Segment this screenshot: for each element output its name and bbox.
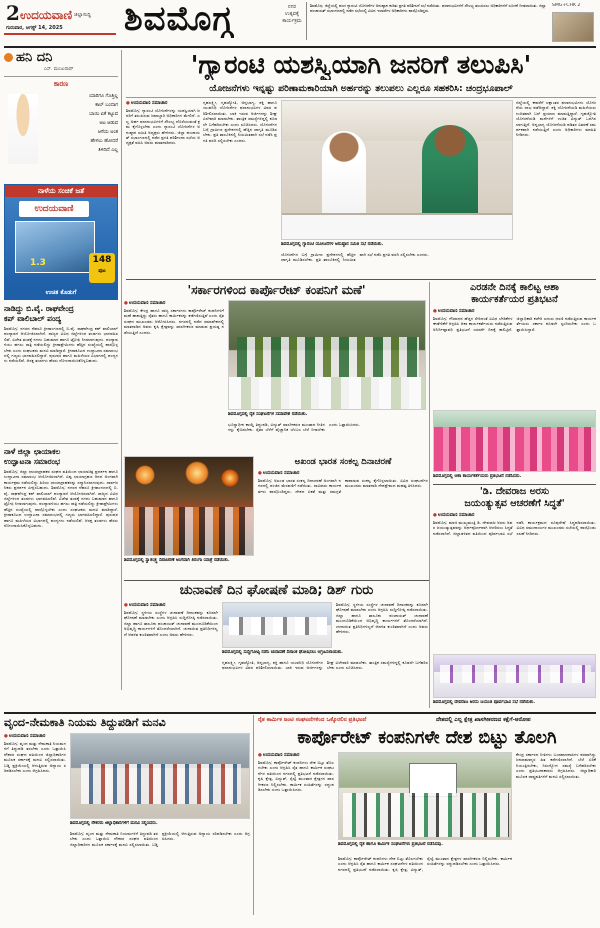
lead-col-1: ●ಉದಯವಾಣಿ ಸಮಾಚಾರ ಶಿವಮೊಗ್ಗ: ಗ್ಯಾರಂಟಿ ಯೋಜನೆಗಳನ್ನು ಯಶಸ್ವಿಯಾಗಿ ಜನರಿಗೆ ತಲುಪಿಸುವ ಜವಾಬ್ದಾರಿ ಅಧಿಕಾರಿಗಳ ಮೇಲಿದೆ. ಎಲ್ಲ ಅರ್ಹ ಫಲಾನುಭವಿಗಳಿಗೆ ಸೌಲಭ್ಯ ದೊರೆಯುವಂತೆ ಕ್ರಮ ಕೈಗೊಳ್ಳಬೇಕು ಎಂದು ಗ್ಯಾರಂಟಿ ಯೋಜನೆಗಳ ಅನುಷ್ಠಾನ ಸಮಿತಿ ಅಧ್ಯಕ್ಷರು ಹೇಳಿದರು. ಜಿಲ್ಲಾ ಪಂಚಾಯತ್ ಸಭಾಂಗಣದಲ್ಲಿ ನಡೆದ ಪ್ರಗತಿ ಪರಿಶೀಲನಾ ಸಭೆಯ ಅಧ್ಯಕ್ಷತೆ ವಹಿಸಿ ಅವರು ಮಾತನಾಡಿದರು. (126, 100, 200, 276)
hani-dani-heading: ಕಾರಣ (53, 80, 69, 88)
recruitment-headline: ವೃಂದ-ನೇಮಕಾತಿ ನಿಯಮ ತಿದ್ದುಪಡಿಗೆ ಮನವಿ (4, 716, 166, 729)
hani-dani-title: ಹನಿ ದನಿ (16, 50, 53, 65)
promo-price: 1.3 (30, 258, 46, 268)
lead-col-3: ಯೋಜನೆಗಳ ಬಗ್ಗೆ ಗ್ರಾಮೀಣ ಪ್ರದೇಶಗಳಲ್ಲಿ ಹೆಚ್ಚಿನ ಜಾಗೃತಿ ಮೂಡಿಸಬೇಕು. ಪ್ರತಿ ತಾಲೂಕಿನಲ್ಲಿ ನಿಯಮಿತವಾಗಿ ಸಭೆ ನಡೆಸಿ ಪ್ರಗತಿ ವರದಿ ಸಲ್ಲಿಸಬೇಕು ಎಂದರು. (281, 252, 429, 263)
photo-exhibit-headline-2: ಉದ್ಘಾಟನಾ ಸಮಾರಂಭ (4, 457, 61, 466)
edition-label: ಜಿಲ್ಲಾಸುದ್ದಿ (74, 12, 91, 18)
devaraj-photo (433, 654, 596, 698)
corporate-photo (228, 300, 426, 410)
page-number: 2 (6, 2, 20, 24)
protest-right-col: ಕೇಂದ್ರ ಸರ್ಕಾರದ ನೀತಿಗಳು ಬಂಡವಾಳಶಾಹಿಗಳ ಪರವಾಗಿದ್ದು ಜನಸಾಮಾನ್ಯರ ಹಿತ ಕಡೆಗಣಿಸಲಾಗಿದೆ. ಬೆಲೆ ಏರಿಕೆ ನಿಯಂತ್ರಿಸಬೇಕು, ನಿರುದ್ಯೋಗ ಸಮಸ್ಯೆ ಬಗೆಹರಿಸಬೇಕು ಎಂದು ಪ್ರತಿಭಟನಾಕಾರರು ಆಗ್ರಹಿಸಿದರು. ಜಿಲ್ಲಾಧಿಕಾರಿ ಮೂಲಕ ರಾಷ್ಟ್ರಪತಿಗಳಿಗೆ ಮನವಿ ಸಲ್ಲಿಸಲಾಯಿತು. (516, 752, 596, 779)
election-col-2: ಶಿವಮೊಗ್ಗ: ಸ್ಥಳೀಯ ಸಂಸ್ಥೆಗಳ ಚುನಾವಣೆ ದಿನಾಂಕವನ್ನು ಕೂಡಲೇ ಘೋಷಣೆ ಮಾಡಬೇಕು ಎಂದು ಆಗ್ರಹಿಸಿ ಸುದ್ದಿಗೋಷ್ಠಿ ನಡೆಸಲಾಯಿತು. ಜಿಲ್ಲಾ ಹಾಗೂ ತಾಲೂಕು ಪಂಚಾಯತ್ ಚುನಾವಣೆ ಮುಂದೂಡಿಕೆಯಿಂದ ಅಭಿವೃದ್ಧಿ ಕಾರ್ಯಗಳಿಗೆ ತೊಂದರೆಯಾಗಿದೆ. ಚುನಾಯಿತ ಪ್ರತಿನಿಧಿಗಳಿಲ್ಲದೆ ಆಡಳಿತ ಕುಂಠಿತವಾಗಿದೆ ಎಂದು ಅವರು ಹೇಳಿದರು. (336, 602, 428, 635)
lead-right-col: ಜಿಲ್ಲೆಯಲ್ಲಿ ಈವರೆಗೆ ಲಕ್ಷಾಂತರ ಫಲಾನುಭವಿಗಳು ಯೋಜನೆಯ ಲಾಭ ಪಡೆದಿದ್ದಾರೆ. ಶಕ್ತಿ ಯೋಜನೆಯಡಿ ಮಹಿಳೆಯರು ಉಚಿತವಾಗಿ ಬಸ್ ಪ್ರಯಾಣ ಮಾಡುತ್ತಿದ್ದಾರೆ. ಗೃಹಜ್ಯೋತಿ ಯೋಜನೆಯಡಿ ಮನೆಗಳಿಗೆ ಉಚಿತ ವಿದ್ಯುತ್ ಒದಗಿಸಲಾಗುತ್ತಿದೆ. ಅನ್ನಭಾಗ್ಯ ಯೋಜನೆಯಡಿ ಪಡಿತರ ವಿತರಣೆ ಸಮರ್ಪಕವಾಗಿ ನಡೆಯುತ್ತಿದೆ ಎಂದು ಅಧಿಕಾರಿಗಳು ಮಾಹಿತಿ ನೀಡಿದರು. (516, 100, 596, 138)
protest-kicker-1: ರೈತ ಕಾರ್ಮಿಕ ಜಂಟಿ ಸಂಘಟನೆಗಳಿಂದ ಒಕ್ಕೊರಲಿನ ಪ್ರತಿಭಟನೆ (258, 717, 367, 723)
hani-dani-box (4, 50, 118, 180)
recruitment-col: ●ಉದಯವಾಣಿ ಸಮಾಚಾರ ಶಿವಮೊಗ್ಗ: ವೃಂದ ಮತ್ತು ನೇಮಕಾತಿ ನಿಯಮಗಳಿಗೆ ತಿದ್ದುಪಡಿ ತರಬೇಕು ಎಂದು ಒತ್ತಾಯಿಸಿ ನೌಕರರ ಸಂಘದ ವತಿಯಿಂದ ಜಿಲ್ಲಾಧಿಕಾರಿಗಳ ಮೂಲಕ ಸರ್ಕಾರಕ್ಕೆ ಮನವಿ ಸಲ್ಲಿಸಲಾಯಿತು. ಬಡ್ತಿ ಪ್ರಕ್ರಿಯೆಯಲ್ಲಿ ಆಗುತ್ತಿರುವ ಅನ್ಯಾಯ ಸರಿಪಡಿಸಬೇಕು ಎಂದು ಆಗ್ರಹಿಸಿದರು. (4, 734, 66, 774)
lead-col-2 (203, 100, 277, 276)
election-photo (222, 602, 332, 648)
person-figure-1 (322, 131, 366, 221)
volleyball-headline-1: ನಾಡಿದ್ದು ಬಿ.ವೈ. ರಾಘವೇಂದ್ರ (4, 304, 74, 313)
promo-cover (15, 221, 95, 273)
protest-kicker-2: ದೇಶದಲ್ಲಿ ಎಲ್ಲ ಕ್ಷೇತ್ರ ಖಾಸಗೀಕರಣದ ಕಕ್ಷೆಗೆ-ಆರೋಪ (436, 717, 531, 723)
election-photo-caption: ಶಿವಮೊಗ್ಗದಲ್ಲಿ ಸುದ್ದಿಗೋಷ್ಠಿ ನಡೆಸಿ ಚುನಾವಣೆ ದಿನಾಂಕ ಘೋಷಿಸಲು ಆಗ್ರಹಿಸಲಾಯಿತು. (222, 650, 343, 655)
hani-dani-figure (8, 94, 38, 164)
table (282, 213, 513, 240)
photo-exhibit-body: ಶಿವಮೊಗ್ಗ: ಜಿಲ್ಲಾ ಛಾಯಾಗ್ರಾಹಕರ ಸಂಘದ ವತಿಯಿಂದ ಛಾಯಾಚಿತ್ರ ಪ್ರದರ್ಶನ ಹಾಗೂ ಉದ್ಘಾಟನಾ ಸಮಾರಂಭ ಆಯೋಜಿಸಲಾಗಿದೆ. ವಿಶ್ವ ಛಾಯಾಗ್ರಹಣ ದಿನದ ಅಂಗವಾಗಿ ಕಾರ್ಯಕ್ರಮ ನಡೆಯಲಿದ್ದು ಹಿರಿಯ ಛಾಯಾಗ್ರಾಹಕರನ್ನು ಸನ್ಮಾನಿಸಲಾಗುವುದು. ಸಾರ್ವಜನಿಕರು ಪ್ರದರ್ಶನ ವೀಕ್ಷಿಸಬಹುದು. ಶಿವಮೊಗ್ಗ: ನಗರದ ನೆಹರೂ ಕ್ರೀಡಾಂಗಣದಲ್ಲಿ ಬಿ.ವೈ. ರಾಘವೇಂದ್ರ ಕಪ್ ವಾಲಿಬಾಲ್ ಪಂದ್ಯಾವಳಿ ಆಯೋಜಿಸಲಾಗಿದೆ. ರಾಜ್ಯದ ವಿವಿಧ ಜಿಲ್ಲೆಗಳಿಂದ ತಂಡಗಳು ಭಾಗವಹಿಸಲಿವೆ. ವಿಜೇತ ತಂಡಕ್ಕೆ ನಗದು ಬಹುಮಾನ ಹಾಗೂ ಟ್ರೋಫಿ ನೀಡಲಾಗುವುದು. ಪಂದ್ಯಾವಳಿಯು ಹಗಲು ರಾತ್ರಿ ನಡೆಯಲಿದ್ದು ಕ್ರೀಡಾಪ್ರೇಮಿಗಳು ಹೆಚ್ಚಿನ ಸಂಖ್ಯೆಯಲ್ಲಿ ಪಾಲ್ಗೊಳ್ಳಬೇಕು ಎಂದು ಸಂಘಟಕರು ಮನವಿ ಮಾಡಿದ್ದಾರೆ. ಕ್ರೀಡಾಕೂಟದ ಉದ್ಘಾಟನಾ ಸಮಾರಂಭದಲ್ಲಿ ಗಣ್ಯರು ಭಾಗವಹಿಸಲಿದ್ದಾರೆ. ಪುರುಷರ ಹಾಗೂ ಮಹಿಳೆಯರ ವಿಭಾಗದಲ್ಲಿ ಪಂದ್ಯಗಳು ನಡೆಯಲಿವೆ. ಆಸಕ್ತ ತಂಡಗಳು ಹೆಸರು ನೋಂದಾಯಿಸಿಕೊಳ್ಳಬಹುದು. (4, 469, 118, 529)
photo-exhibit-story (4, 447, 118, 687)
protest-headline: ಕಾರ್ಪೊರೇಟ್ ಕಂಪನಿಗಳೇ ದೇಶ ಬಿಟ್ಟು ತೊಲಗಿ (297, 728, 557, 748)
date-line: ಗುರುವಾರ, ಆಗಸ್ಟ್ 14, 2025 (6, 25, 63, 31)
recruitment-photo (70, 733, 250, 819)
volleyball-body: ಶಿವಮೊಗ್ಗ: ನಗರದ ನೆಹರೂ ಕ್ರೀಡಾಂಗಣದಲ್ಲಿ ಬಿ.ವೈ. ರಾಘವೇಂದ್ರ ಕಪ್ ವಾಲಿಬಾಲ್ ಪಂದ್ಯಾವಳಿ ಆಯೋಜಿಸಲಾಗಿದೆ. ರಾಜ್ಯದ ವಿವಿಧ ಜಿಲ್ಲೆಗಳಿಂದ ತಂಡಗಳು ಭಾಗವಹಿಸಲಿವೆ. ವಿಜೇತ ತಂಡಕ್ಕೆ ನಗದು ಬಹುಮಾನ ಹಾಗೂ ಟ್ರೋಫಿ ನೀಡಲಾಗುವುದು. ಪಂದ್ಯಾವಳಿಯು ಹಗಲು ರಾತ್ರಿ ನಡೆಯಲಿದ್ದು ಕ್ರೀಡಾಪ್ರೇಮಿಗಳು ಹೆಚ್ಚಿನ ಸಂಖ್ಯೆಯಲ್ಲಿ ಪಾಲ್ಗೊಳ್ಳಬೇಕು ಎಂದು ಸಂಘಟಕರು ಮನವಿ ಮಾಡಿದ್ದಾರೆ. ಕ್ರೀಡಾಕೂಟದ ಉದ್ಘಾಟನಾ ಸಮಾರಂಭದಲ್ಲಿ ಗಣ್ಯರು ಭಾಗವಹಿಸಲಿದ್ದಾರೆ. ಪುರುಷರ ಹಾಗೂ ಮಹಿಳೆಯರ ವಿಭಾಗದಲ್ಲಿ ಪಂದ್ಯಗಳು ನಡೆಯಲಿವೆ. ಆಸಕ್ತ ತಂಡಗಳು ಹೆಸರು ನೋಂದಾಯಿಸಿಕೊಳ್ಳಬಹುದು. (4, 326, 118, 364)
asha-photo-caption: ಶಿವಮೊಗ್ಗದಲ್ಲಿ ಆಶಾ ಕಾರ್ಯಕರ್ತೆಯರು ಪ್ರತಿಭಟನೆ ನಡೆಸಿದರು. (433, 474, 522, 479)
flower-icon (4, 53, 13, 62)
recruitment-col-2: ಶಿವಮೊಗ್ಗ: ವೃಂದ ಮತ್ತು ನೇಮಕಾತಿ ನಿಯಮಗಳಿಗೆ ತಿದ್ದುಪಡಿ ತರಬೇಕು ಎಂದು ಒತ್ತಾಯಿಸಿ ನೌಕರರ ಸಂಘದ ವತಿಯಿಂದ ಜಿಲ್ಲಾಧಿಕಾರಿಗಳ ಮೂಲಕ ಸರ್ಕಾರಕ್ಕೆ ಮನವಿ ಸಲ್ಲಿಸಲಾಯಿತು. ಬಡ್ತಿ ಪ್ರಕ್ರಿಯೆಯಲ್ಲಿ ಆಗುತ್ತಿರುವ ಅನ್ಯಾಯ ಸರಿಪಡಿಸಬೇಕು ಎಂದು ಆಗ್ರಹಿಸಿದರು. (70, 831, 250, 847)
election-col-3: ಗೃಹಲಕ್ಷ್ಮೀ, ಗೃಹಜ್ಯೋತಿ, ಅನ್ನಭಾಗ್ಯ, ಶಕ್ತಿ ಹಾಗೂ ಯುವನಿಧಿ ಯೋಜನೆಗಳ ಫಲಾನುಭವಿಗಳ ವಿವರ ಪರಿಶೀಲಿಸಲಾಯಿತು. ಬಾಕಿ ಇರುವ ಅರ್ಜಿಗಳನ್ನು ಶೀಘ್ರ ವಿಲೇವಾರಿ ಮಾಡಬೇಕು. ತಾಂತ್ರಿಕ ಸಮಸ್ಯೆಗಳಿದ್ದಲ್ಲಿ ಕೂಡಲೇ ಬಗೆಹರಿಸಬೇಕು ಎಂದು ಸೂಚಿಸಿದರು. (222, 660, 428, 671)
hani-dani-verse: ಯಾರಿಗೂ ಗೊತ್ತಿಲ್ಲ ಕಾಲ್ ಬಂದಾಗ ಬಾಯಿ ಏಕೆ ಕಟ್ಟುವ ಆಟ ಆಡುವ ಆಸೆಯ ಅಂತ ಹೇಳಲು ಹೋದರೆ ತಿಳಿದಿದೆ ಎಲ್ಲ (88, 94, 118, 153)
asha-col: ●ಉದಯವಾಣಿ ಸಮಾಚಾರ ಶಿವಮೊಗ್ಗ: ಗೌರವಧನ ಹೆಚ್ಚಳ ಸೇರಿದಂತೆ ವಿವಿಧ ಬೇಡಿಕೆಗಳ ಈಡೇರಿಕೆಗೆ ಆಗ್ರಹಿಸಿ ಆಶಾ ಕಾರ್ಯಕರ್ತೆಯರು ನಡೆಸುತ್ತಿರುವ ಅನಿರ್ದಿಷ್ಟಾವಧಿ ಪ್ರತಿಭಟನೆ ಎರಡನೇ ದಿನಕ್ಕೆ ಕಾಲಿಟ್ಟಿದೆ. ಜಿಲ್ಲಾಧಿಕಾರಿ ಕಚೇರಿ ಎದುರು ಧರಣಿ ನಡೆಸುತ್ತಿರುವ ಕಾರ್ಯಕರ್ತೆಯರು ಸರ್ಕಾರ ಕೂಡಲೇ ಸ್ಪಂದಿಸಬೇಕು ಎಂದು ಒತ್ತಾಯಿಸಿದ್ದಾರೆ. (433, 309, 596, 332)
lead-photo (281, 100, 513, 240)
lead-body-1: ಶಿವಮೊಗ್ಗ: ಗ್ಯಾರಂಟಿ ಯೋಜನೆಗಳನ್ನು ಯಶಸ್ವಿಯಾಗಿ ಜನರಿಗೆ ತಲುಪಿಸುವ ಜವಾಬ್ದಾರಿ ಅಧಿಕಾರಿಗಳ ಮೇಲಿದೆ. ಎಲ್ಲ ಅರ್ಹ ಫಲಾನುಭವಿಗಳಿಗೆ ಸೌಲಭ್ಯ ದೊರೆಯುವಂತೆ ಕ್ರಮ ಕೈಗೊಳ್ಳಬೇಕು ಎಂದು ಗ್ಯಾರಂಟಿ ಯೋಜನೆಗಳ ಅನುಷ್ಠಾನ ಸಮಿತಿ ಅಧ್ಯಕ್ಷರು ಹೇಳಿದರು. ಜಿಲ್ಲಾ ಪಂಚಾಯತ್ ಸಭಾಂಗಣದಲ್ಲಿ ನಡೆದ ಪ್ರಗತಿ ಪರಿಶೀಲನಾ ಸಭೆಯ ಅಧ್ಯಕ್ಷತೆ ವಹಿಸಿ ಅವರು ಮಾತನಾಡಿದರು. (126, 108, 200, 146)
devaraj-photo-caption: ಶಿವಮೊಗ್ಗದಲ್ಲಿ ದೇವರಾಜ ಅರಸು ಜಯಂತಿ ಪೂರ್ವಭಾವಿ ಸಭೆ ನಡೆಯಿತು. (433, 700, 535, 705)
promo-badge: 148 ಪುಟ (89, 253, 115, 283)
asha-headline: ಎರಡನೇ ದಿನಕ್ಕೆ ಕಾಲಿಟ್ಟ ಆಶಾ ಕಾರ್ಯಕರ್ತೆಯರ ಪ್ರತಿಭಟನೆ (470, 282, 559, 305)
promo-paper: ಉದಯವಾಣಿ (19, 201, 89, 217)
corporate-col-1: ●ಉದಯವಾಣಿ ಸಮಾಚಾರ ಶಿವಮೊಗ್ಗ: ಕೇಂದ್ರ ಹಾಗೂ ರಾಜ್ಯ ಸರ್ಕಾರಗಳು ಕಾರ್ಪೊರೇಟ್ ಕಂಪನಿಗಳಿಗೆ ಮಣೆ ಹಾಕುತ್ತಿದ್ದು ರೈತರು ಹಾಗೂ ಕಾರ್ಮಿಕರನ್ನು ಕಡೆಗಣಿಸುತ್ತಿವೆ ಎಂದು ರೈತ ಸಂಘದ ಮುಖಂಡರು ಆರೋಪಿಸಿದರು. ನಗರದಲ್ಲಿ ನಡೆದ ಸಮಾವೇಶದಲ್ಲಿ ಮಾತನಾಡಿದ ಅವರು ಕೃಷಿ ಕ್ಷೇತ್ರವನ್ನು ಖಾಸಗೀಕರಣ ಮಾಡುವ ಪ್ರಯತ್ನ ನಡೆಯುತ್ತಿದೆ ಎಂದರು. (124, 301, 224, 335)
protest-col-2: ಶಿವಮೊಗ್ಗ: ಕಾರ್ಪೊರೇಟ್ ಕಂಪನಿಗಳು ದೇಶ ಬಿಟ್ಟು ತೊಲಗಬೇಕು ಎಂದು ಆಗ್ರಹಿಸಿ ರೈತ ಹಾಗೂ ಕಾರ್ಮಿಕ ಸಂಘಟನೆಗಳ ವತಿಯಿಂದ ನಗರದಲ್ಲಿ ಪ್ರತಿಭಟನೆ ನಡೆಸಲಾಯಿತು. ಕೃಷಿ ಕ್ಷೇತ್ರ, ವಿದ್ಯುತ್, ರೈಲ್ವೆ ಮುಂತಾದ ಕ್ಷೇತ್ರಗಳ ಖಾಸಗೀಕರಣ ನಿಲ್ಲಿಸಬೇಕು. ಕಾರ್ಮಿಕ ಸಂಹಿತೆಗಳನ್ನು ರದ್ದುಪಡಿಸಬೇಕು ಎಂದು ಒತ್ತಾಯಿಸಿದರು. (338, 856, 512, 872)
corporate-headline: 'ಸರ್ಕಾರಗಳಿಂದ ಕಾರ್ಪೊರೇಟ್ ಕಂಪನಿಗೆ ಮಣೆ' (187, 283, 366, 297)
lead-photo-caption: ಶಿವಮೊಗ್ಗದಲ್ಲಿ ಗ್ಯಾರಂಟಿ ಯೋಜನೆಗಳ ಅನುಷ್ಠಾನ ಸಮಿತಿ ಸಭೆ ನಡೆಯಿತು. (281, 242, 384, 247)
registration-marks-left (90, 917, 170, 925)
paper-name: ಉದಯವಾಣಿ (20, 8, 73, 22)
volleyball-story (4, 304, 118, 440)
procession-photo (124, 456, 254, 556)
akhanda-col: ●ಉದಯವಾಣಿ ಸಮಾಚಾರ ಶಿವಮೊಗ್ಗ: ಅಖಂಡ ಭಾರತ ಸಂಕಲ್ಪ ದಿನಾಚರಣೆ ಅಂಗವಾಗಿ ನಗರದಲ್ಲಿ ಪಂಜಿನ ಮೆರವಣಿಗೆ ನಡೆಯಿತು. ಸಾವಿರಾರು ಕಾರ್ಯಕರ್ತರು ಪಾಲ್ಗೊಂಡಿದ್ದರು. ದೇಶದ ಏಕತೆ ಮತ್ತು ಸಮಗ್ರತೆ ಕಾಪಾಡುವ ಸಂಕಲ್ಪ ಕೈಗೊಳ್ಳಲಾಯಿತು. ವಿವಿಧ ಸಂಘಟನೆಗಳ ಮುಖಂಡರು ಮಾತನಾಡಿ ದೇಶಪ್ರೇಮದ ಮಹತ್ವ ತಿಳಿಸಿದರು. (258, 471, 428, 494)
top-brief: ಶಿವಮೊಗ್ಗ: ಜಿಲ್ಲೆಯಲ್ಲಿ ಪಂಚ ಗ್ಯಾರಂಟಿ ಯೋಜನೆಗಳ ಅನುಷ್ಠಾನ ಕುರಿತು ಪ್ರಗತಿ ಪರಿಶೀಲನೆ ಸಭೆ ನಡೆಯಿತು. ಫಲಾನುಭವಿಗಳಿಗೆ ಸೌಲಭ್ಯ ತಲುಪಿಸಲು ಅಧಿಕಾರಿಗಳಿಗೆ ಸೂಚನೆ ನೀಡಲಾಯಿತು. ಜಿಲ್ಲಾ ಪಂಚಾಯತ್ ಸಭಾಂಗಣದಲ್ಲಿ ನಡೆದ ಸಭೆಯಲ್ಲಿ ವಿವಿಧ ಇಲಾಖೆಗಳ ಅಧಿಕಾರಿಗಳು ಪಾಲ್ಗೊಂಡಿದ್ದರು. (310, 4, 546, 13)
city-title: ಶಿವಮೊಗ್ಗ (124, 0, 234, 38)
asha-photo (433, 410, 596, 472)
promo-title: ನಾಳೆಯ ಸಂಚಿಕೆ ಜತೆ (5, 185, 117, 197)
promo-box (4, 184, 118, 300)
akhanda-headline: ಅಖಂಡ ಭಾರತ ಸಂಕಲ್ಪ ದಿನಾಚರಣೆ (294, 457, 392, 467)
tagline: ನಗರ ಉತ್ಸವಕ್ಕೆ ಕಾರ್ಯಕ್ರಮ (282, 4, 302, 24)
protest-photo-caption: ಶಿವಮೊಗ್ಗದಲ್ಲಿ ರೈತ ಹಾಗೂ ಕಾರ್ಮಿಕ ಸಂಘಟನೆಗಳು ಪ್ರತಿಭಟನೆ ನಡೆಸಿದವು. (338, 842, 443, 847)
volleyball-headline-2: ಕಪ್ ವಾಲಿಬಾಲ್ ಪಂದ್ಯ (4, 314, 62, 323)
hani-dani-author: ಎಸ್. ಮಂಜುನಾಥ್ (44, 67, 74, 72)
election-headline: ಚುನಾವಣೆ ದಿನ ಘೋಷಣೆ ಮಾಡಿ; ಡಿಶ್ ಗುರು (179, 583, 374, 598)
top-brief-thumb (552, 12, 594, 42)
lead-byline: ಉದಯವಾಣಿ ಸಮಾಚಾರ (130, 101, 168, 106)
corporate-photo-caption: ಶಿವಮೊಗ್ಗದಲ್ಲಿ ರೈತ ಸಂಘಟನೆಗಳ ಸಮಾವೇಶ ನಡೆಯಿತು. (228, 412, 308, 417)
protest-photo (338, 752, 512, 840)
procession-photo-caption: ಶಿವಮೊಗ್ಗದಲ್ಲಿ ಸ್ವಾತಂತ್ರ್ಯ ದಿನಾಚರಣೆ ಅಂಗವಾಗಿ ತಿರಂಗಾ ಯಾತ್ರೆ ನಡೆಯಿತು. (124, 558, 230, 563)
masthead (0, 0, 600, 46)
devaraj-headline: 'ಡಿ. ದೇವರಾಜ ಅರಸು ಜಯಂತ್ಯುತ್ಸವ ಆಚರಣೆಗೆ ಸಿದ್ಧತೆ' (464, 486, 565, 509)
promo-footer: ಉಚಿತ ಕೊಡುಗೆ (5, 287, 117, 299)
edition-code: SMG+CHK 2 (552, 3, 581, 8)
registration-marks-right (420, 917, 500, 925)
protest-col-1: ●ಉದಯವಾಣಿ ಸಮಾಚಾರ ಶಿವಮೊಗ್ಗ: ಕಾರ್ಪೊರೇಟ್ ಕಂಪನಿಗಳು ದೇಶ ಬಿಟ್ಟು ತೊಲಗಬೇಕು ಎಂದು ಆಗ್ರಹಿಸಿ ರೈತ ಹಾಗೂ ಕಾರ್ಮಿಕ ಸಂಘಟನೆಗಳ ವತಿಯಿಂದ ನಗರದಲ್ಲಿ ಪ್ರತಿಭಟನೆ ನಡೆಸಲಾಯಿತು. ಕೃಷಿ ಕ್ಷೇತ್ರ, ವಿದ್ಯುತ್, ರೈಲ್ವೆ ಮುಂತಾದ ಕ್ಷೇತ್ರಗಳ ಖಾಸಗೀಕರಣ ನಿಲ್ಲಿಸಬೇಕು. ಕಾರ್ಮಿಕ ಸಂಹಿತೆಗಳನ್ನು ರದ್ದುಪಡಿಸಬೇಕು ಎಂದು ಒತ್ತಾಯಿಸಿದರು. (258, 753, 334, 793)
lead-headline: 'ಗ್ಯಾರಂಟಿ ಯಶಸ್ವಿಯಾಗಿ ಜನರಿಗೆ ತಲುಪಿಸಿ' (190, 50, 532, 79)
photo-exhibit-headline-1: ನಾಳೆ ಜಿಲ್ಲಾ ಛಾಯಾಕಲ (4, 447, 61, 456)
recruitment-photo-caption: ಶಿವಮೊಗ್ಗದಲ್ಲಿ ನೌಕರರು ಜಿಲ್ಲಾಧಿಕಾರಿಗಳಿಗೆ ಮನವಿ ಸಲ್ಲಿಸಿದರು. (70, 821, 158, 826)
corporate-body-2: ಭೂಸ್ವಾಧೀನ ಕಾಯ್ದೆ ತಿದ್ದುಪಡಿ, ವಿದ್ಯುತ್ ಖಾಸಗೀಕರಣ ಮುಂತಾದ ನೀತಿಗಳನ್ನು ಕೈಬಿಡಬೇಕು. ರೈತರ ಬೆಳೆಗೆ ವೈಜ್ಞಾನಿಕ ಬೆಂಬಲ ಬೆಲೆ ನೀಡಬೇಕು ಎಂದು ಒತ್ತಾಯಿಸಿದರು. (228, 422, 361, 433)
election-col-1: ●ಉದಯವಾಣಿ ಸಮಾಚಾರ ಶಿವಮೊಗ್ಗ: ಸ್ಥಳೀಯ ಸಂಸ್ಥೆಗಳ ಚುನಾವಣೆ ದಿನಾಂಕವನ್ನು ಕೂಡಲೇ ಘೋಷಣೆ ಮಾಡಬೇಕು ಎಂದು ಆಗ್ರಹಿಸಿ ಸುದ್ದಿಗೋಷ್ಠಿ ನಡೆಸಲಾಯಿತು. ಜಿಲ್ಲಾ ಹಾಗೂ ತಾಲೂಕು ಪಂಚಾಯತ್ ಚುನಾವಣೆ ಮುಂದೂಡಿಕೆಯಿಂದ ಅಭಿವೃದ್ಧಿ ಕಾರ್ಯಗಳಿಗೆ ತೊಂದರೆಯಾಗಿದೆ. ಚುನಾಯಿತ ಪ್ರತಿನಿಧಿಗಳಿಲ್ಲದೆ ಆಡಳಿತ ಕುಂಠಿತವಾಗಿದೆ ಎಂದು ಅವರು ಹೇಳಿದರು. (124, 603, 218, 637)
person-figure-2 (422, 125, 478, 225)
lead-body-2: ಗೃಹಲಕ್ಷ್ಮೀ, ಗೃಹಜ್ಯೋತಿ, ಅನ್ನಭಾಗ್ಯ, ಶಕ್ತಿ ಹಾಗೂ ಯುವನಿಧಿ ಯೋಜನೆಗಳ ಫಲಾನುಭವಿಗಳ ವಿವರ ಪರಿಶೀಲಿಸಲಾಯಿತು. ಬಾಕಿ ಇರುವ ಅರ್ಜಿಗಳನ್ನು ಶೀಘ್ರ ವಿಲೇವಾರಿ ಮಾಡಬೇಕು. ತಾಂತ್ರಿಕ ಸಮಸ್ಯೆಗಳಿದ್ದಲ್ಲಿ ಕೂಡಲೇ ಬಗೆಹರಿಸಬೇಕು ಎಂದು ಸೂಚಿಸಿದರು. ಯೋಜನೆಗಳ ಬಗ್ಗೆ ಗ್ರಾಮೀಣ ಪ್ರದೇಶಗಳಲ್ಲಿ ಹೆಚ್ಚಿನ ಜಾಗೃತಿ ಮೂಡಿಸಬೇಕು. ಪ್ರತಿ ತಾಲೂಕಿನಲ್ಲಿ ನಿಯಮಿತವಾಗಿ ಸಭೆ ನಡೆಸಿ ಪ್ರಗತಿ ವರದಿ ಸಲ್ಲಿಸಬೇಕು ಎಂದರು. (203, 100, 277, 143)
lead-subheadline: ಯೋಜನೆಗಳು ಇನ್ನಷ್ಟು ಪರಿಣಾಮಕಾರಿಯಾಗಿ ಅರ್ಹರನ್ನು ತಲುಪಲು ಎಲ್ಲರೂ ಸಹಕರಿಸಿ: ಚಂದ್ರಭೂಪಾಲ್ (209, 83, 513, 94)
devaraj-col: ●ಉದಯವಾಣಿ ಸಮಾಚಾರ ಶಿವಮೊಗ್ಗ: ಮಾಜಿ ಮುಖ್ಯಮಂತ್ರಿ ಡಿ. ದೇವರಾಜ ಅರಸು ಅವರ ಜಯಂತ್ಯುತ್ಸವವನ್ನು ಅರ್ಥಪೂರ್ಣವಾಗಿ ಆಚರಿಸಲು ಸಿದ್ಧತೆ ನಡೆಸಲಾಗಿದೆ. ಜಿಲ್ಲಾಡಳಿತದ ವತಿಯಿಂದ ಪೂರ್ವಭಾವಿ ಸಭೆ ನಡೆಸಿ ಕಾರ್ಯಕ್ರಮದ ರೂಪುರೇಷೆ ಸಿದ್ಧಪಡಿಸಲಾಯಿತು. ವಿವಿಧ ಸಮುದಾಯಗಳ ಮುಖಂಡರು ಸಭೆಯಲ್ಲಿ ಪಾಲ್ಗೊಂಡು ಸಲಹೆ ನೀಡಿದರು. (433, 513, 596, 536)
